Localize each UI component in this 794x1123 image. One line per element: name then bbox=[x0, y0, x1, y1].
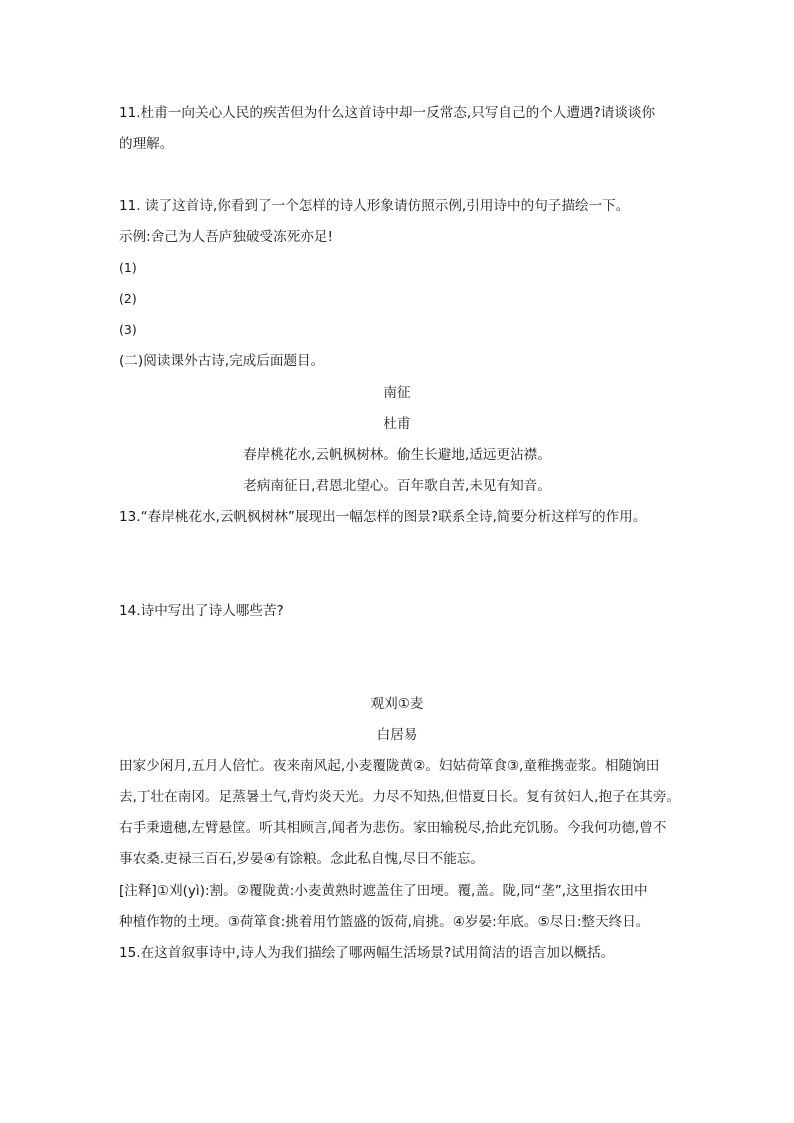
poem-2-line-4: 事农桑.吏禄三百石,岁晏④有馀粮。念此私自愧,尽日不能忘。 bbox=[119, 851, 484, 867]
answer-blank-1: (1) bbox=[119, 260, 137, 275]
question-11b-prompt: 11. 读了这首诗,你看到了一个怎样的诗人形象请仿照示例,引用诗中的句子描绘一下。 bbox=[119, 198, 630, 214]
poem-2-line-1: 田家少闲月,五月人倍忙。夜来南风起,小麦覆陇黄②。妇姑荷箪食③,童稚携壶浆。相随饷田 bbox=[119, 758, 660, 774]
poem-2-line-2: 去,丁壮在南冈。足蒸暑土气,背灼炎天光。力尽不知热,但惜夏日长。复有贫妇人,抱子在其旁。 bbox=[119, 789, 681, 805]
poem-2-note-line-2: 种植作物的土埂。③荷箪食:挑着用竹篮盛的饭荷,肩挑。④岁晏:年底。⑤尽日:整天终日。 bbox=[119, 914, 650, 930]
poem-1-title: 南征 bbox=[383, 385, 411, 401]
question-14: 14.诗中写出了诗人哪些苦? bbox=[119, 603, 284, 619]
poem-1-line-2: 老病南征日,君恩北望心。百年歌自苦,未见有知音。 bbox=[243, 478, 551, 494]
poem-2-note-line-1: [注释]①刈(yì):割。②覆陇黄:小麦黄熟时遮盖住了田埂。覆,盖。陇,同“垄”,这里指农田中 bbox=[119, 883, 648, 899]
poem-2-author: 白居易 bbox=[376, 727, 418, 743]
poem-2-title: 观刈①麦 bbox=[370, 696, 424, 712]
question-11a-line-1: 11.杜甫一向关心人民的疾苦但为什么这首诗中却一反常态,只写自己的个人遭遇?请谈谈你 bbox=[119, 105, 656, 121]
question-11b-example: 示例:舍己为人吾庐独破受冻死亦足! bbox=[119, 229, 333, 245]
answer-blank-2: (2) bbox=[119, 291, 137, 306]
section-heading: (二)阅读课外古诗,完成后面题目。 bbox=[119, 353, 325, 369]
question-11a-line-2: 的理解。 bbox=[119, 136, 174, 152]
question-13: 13.“春岸桃花水,云帆枫树林”展现出一幅怎样的图景?联系全诗,简要分析这样写的作用。 bbox=[119, 509, 647, 525]
poem-1-author: 杜甫 bbox=[383, 416, 411, 432]
poem-1-line-1: 春岸桃花水,云帆枫树林。偷生长避地,适远更沾襟。 bbox=[243, 447, 551, 463]
question-15: 15.在这首叙事诗中,诗人为我们描绘了哪两幅生活场景?试用简洁的语言加以概括。 bbox=[119, 945, 615, 961]
poem-2-line-3: 右手秉遗穗,左臂悬筐。听其相顾言,闻者为悲伤。家田输税尽,拾此充饥肠。今我何功德,曾不 bbox=[119, 820, 667, 836]
answer-blank-3: (3) bbox=[119, 322, 137, 337]
